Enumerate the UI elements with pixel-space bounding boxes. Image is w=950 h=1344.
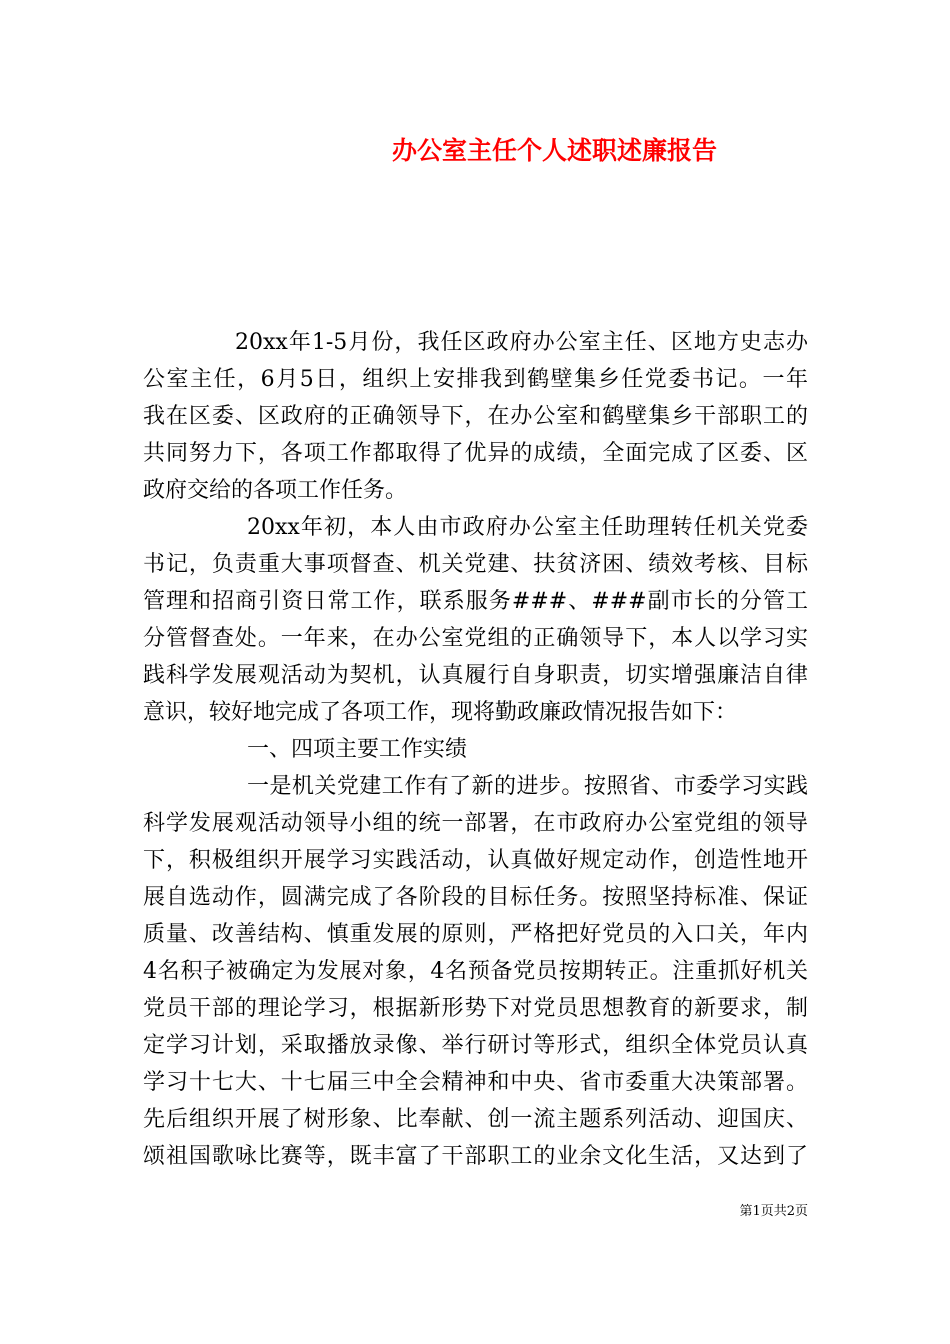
paragraph-2-line: 书记，负责重大事项督查、机关党建、扶贫济困、绩效考核、目标 — [143, 552, 808, 577]
document-body — [143, 324, 808, 1175]
paragraph-3-line: 展自选动作，圆满完成了各阶段的目标任务。按照坚持标准、保证 — [143, 885, 808, 910]
paragraph-3-line: 先后组织开展了树形象、比奉献、创一流主题系列活动、迎国庆、 — [143, 1107, 808, 1132]
section-heading: 一、四项主要工作实绩 — [247, 737, 468, 762]
paragraph-3-line: 4名积子被确定为发展对象，4名预备党员按期转正。注重抓好机关 — [143, 959, 808, 984]
paragraph-2-line: 分管督查处。一年来，在办公室党组的正确领导下，本人以学习实 — [143, 626, 808, 651]
paragraph-2-line: 管理和招商引资日常工作，联系服务###、###副市长的分管工 — [143, 589, 808, 614]
page-number-footer: 第1页共2页 — [739, 1204, 808, 1219]
paragraph-1-line: 共同努力下，各项工作都取得了优异的成绩，全面完成了区委、区 — [143, 441, 808, 466]
paragraph-3-line: 颂祖国歌咏比赛等，既丰富了干部职工的业余文化生活，又达到了 — [143, 1144, 808, 1169]
paragraph-1-line: 公室主任，6月5日，组织上安排我到鹤壁集乡任党委书记。一年 — [143, 367, 808, 392]
paragraph-2-line: 意识，较好地完成了各项工作，现将勤政廉政情况报告如下： — [143, 700, 738, 725]
paragraph-2-line: 20xx年初，本人由市政府办公室主任助理转任机关党委 — [247, 515, 808, 540]
paragraph-1-line: 20xx年1-5月份，我任区政府办公室主任、区地方史志办 — [235, 330, 808, 355]
paragraph-1-line: 我在区委、区政府的正确领导下，在办公室和鹤壁集乡干部职工的 — [143, 404, 808, 429]
paragraph-3-line: 党员干部的理论学习，根据新形势下对党员思想教育的新要求，制 — [143, 996, 808, 1021]
paragraph-3-line: 下，积极组织开展学习实践活动，认真做好规定动作，创造性地开 — [143, 848, 808, 873]
paragraph-3-line: 定学习计划，采取播放录像、举行研讨等形式，组织全体党员认真 — [143, 1033, 808, 1058]
paragraph-3-line: 一是机关党建工作有了新的进步。按照省、市委学习实践 — [247, 774, 808, 799]
paragraph-3-line: 科学发展观活动领导小组的统一部署，在市政府办公室党组的领导 — [143, 811, 808, 836]
paragraph-1-line: 政府交给的各项工作任务。 — [143, 478, 408, 503]
paragraph-2-line: 践科学发展观活动为契机，认真履行自身职责，切实增强廉洁自律 — [143, 663, 808, 688]
paragraph-3-line: 质量、改善结构、慎重发展的原则，严格把好党员的入口关，年内 — [143, 922, 808, 947]
paragraph-3-line: 学习十七大、十七届三中全会精神和中央、省市委重大决策部署。 — [143, 1070, 808, 1095]
document-title: 办公室主任个人述职述廉报告 — [392, 136, 718, 165]
